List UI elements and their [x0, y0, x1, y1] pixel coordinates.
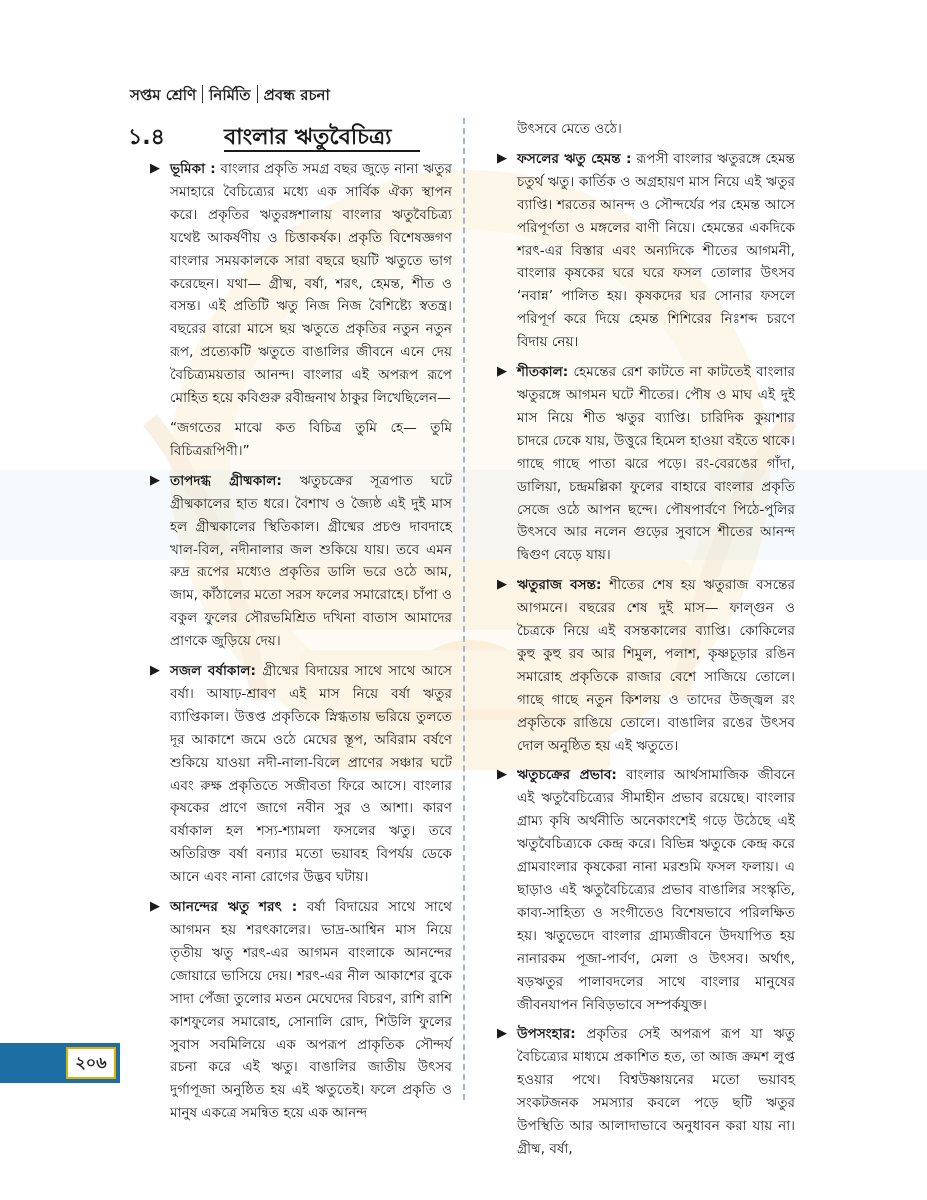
page-number: ২০৬	[66, 1047, 116, 1079]
paragraph-impact	[497, 764, 795, 1016]
header-separator	[257, 85, 258, 103]
header-chapter: প্রবন্ধ রচনা	[263, 86, 330, 104]
paragraph-body: হেমন্তের রেশ কাটতে না কাটতেই বাংলার ঋতুরঙ্গে আগমন ঘটে শীতের। পৌষ ও মাঘ এই দুই মাস নিয়ে শীত ঋতুর ব্যাপ্তি। চারিদিক কুয়াশার চাদরে ঢেকে যায়, উত্তুরে হিমেল হাওয়া বইতে থাকে। গাছে গাছে পাতা ঝরে পড়ে। রং-বেরঙের গাঁদা, ডালিয়া, চন্দ্রমল্লিকা ফুলের বাহারে বাংলার প্রকৃতি সেজে ওঠে আপন ছন্দে। পৌষপার্বণে পিঠে-পুলির উৎসবে আর নলেন গুড়ের সুবাসে শীতের আনন্দ দ্বিগুণ বেড়ে যায়।	[517, 364, 795, 564]
paragraph-body: প্রকৃতির সেই অপরূপ রূপ যা ঋতু বৈচিত্র্যের মাধ্যমে প্রকাশিত হত, তা আজ ক্রমশ লুপ্ত হওয়ার পথে। বিশ্বউষ্ণায়নের মতো ভয়াবহ সংকটজনক সমস্যার কবলে পড়ে ছটি ঋতুর উপস্থিতি আর আলাদাভাবে অনুধাবন করা যায় না। গ্রীষ্ম, বর্ষা,	[517, 1026, 795, 1157]
triangle-bullet-icon: ▶	[497, 150, 507, 166]
triangle-bullet-icon: ▶	[150, 161, 160, 176]
header-class: সপ্তম শ্রেণি	[130, 86, 197, 104]
triangle-bullet-icon: ▶	[150, 472, 160, 488]
paragraph-heading: উপসংহার:	[517, 1026, 576, 1043]
triangle-bullet-icon: ▶	[150, 663, 160, 679]
title-underline	[224, 150, 420, 152]
page-title: বাংলার ঋতুবৈচিত্র্য	[224, 125, 392, 150]
paragraph-body: রূপসী বাংলার ঋতুরঙ্গে হেমন্ত চতুর্থ ঋতু। কার্তিক ও অগ্রহায়ণ মাস নিয়ে এই ঋতুর ব্যাপ্তি। শরতের আনন্দ ও সৌন্দর্যের পর হেমন্ত আসে পরিপূর্ণতা ও মঙ্গলের বাণী নিয়ে। হেমন্তের একদিকে শরৎ-এর বিস্তার এবং অন্যদিকে শীতের আগমনী, বাংলার কৃষকের ঘরে ঘরে ফসল তোলার উৎসব ‘নবান্ন’ পালিত হয়। কৃষকদের ঘর সোনার ফসলে পরিপূর্ণ করে দিয়ে হেমন্ত শিশিরের নিঃশব্দ চরণে বিদায় নেয়।	[517, 150, 795, 351]
paragraph-heading: ঋতুরাজ বসন্ত:	[517, 577, 602, 594]
page-number-badge	[0, 1043, 120, 1083]
paragraph-heading: ফসলের ঋতু হেমন্ত :	[517, 150, 632, 167]
triangle-bullet-icon: ▶	[497, 577, 507, 593]
triangle-bullet-icon: ▶	[497, 1026, 507, 1042]
paragraph-body: বাংলার আর্থসামাজিক জীবনে এই ঋতুবৈচিত্র্যের সীমাহীন প্রভাব রয়েছে। বাংলার গ্রাম্য কৃষি অর্থনীতি অনেকাংশেই গড়ে উঠেছে এই ঋতুবৈচিত্র্যকে কেন্দ্র করে। বিভিন্ন ঋতুকে কেন্দ্র করে গ্রামবাংলার কৃষকেরা নানা মরশুমি ফসল ফলায়। এ ছাড়াও এই ঋতুবৈচিত্র্যের প্রভাব বাঙালির সংস্কৃতি, কাব্য-সাহিত্য ও সংগীতেও বিশেষভাবে পরিলক্ষিত হয়। ঋতুভেদে বাংলার গ্রাম্যজীবনে উদযাপিত হয় নানারকম পূজা-পার্বণ, মেলা ও উৎসব। অর্থাৎ, ষড়ঋতুর পালাবদলের সাথে বাংলার মানুষের জীবনযাপন নিবিড়ভাবে সম্পর্কযুক্ত।	[517, 767, 795, 1013]
paragraph-body: শীতের শেষ হয় ঋতুরাজ বসন্তের আগমনে। বছরের শেষ দুই মাস— ফাল্গুন ও চৈত্রকে নিয়ে এই বসন্তকালের ব্যাপ্তি। কোকিলের কুহু কুহু রব আর শিমুল, পলাশ, কৃষ্ণচূড়ার রঙিন সমারোহ প্রকৃতিকে রাজার বেশে সাজিয়ে তোলে। গাছে গাছে নতুন কিশলয় ও তাদের উজ্জ্বল রং প্রকৃতিকে রাঙিয়ে তোলে। বাঙালির রঙের উৎসব দোল অনুষ্ঠিত হয় এই ঋতুতে।	[517, 577, 796, 754]
section-number: ১.৪	[128, 125, 165, 150]
paragraph-body: ঋতুচক্রের সূত্রপাত ঘটে গ্রীষ্মকালের হাত ধরে। বৈশাখ ও জ্যৈষ্ঠ এই দুই মাস হল গ্রীষ্মকালের স্থিতিকাল। গ্রীষ্মের প্রচণ্ড দাবদাহে খাল-বিল, নদীনালার জল শুকিয়ে যায়। তবে এমন রুদ্র রূপের মধ্যেও প্রকৃতির ডালি ভরে ওঠে আম, জাম, কাঁঠালের মতো সরস ফলের সমারোহে। চাঁপা ও বকুল ফুলের সৌরভমিশ্রিত দখিনা বাতাস আমাদের প্রাণকে জুড়িয়ে দেয়।	[170, 472, 452, 650]
essay-title	[128, 118, 458, 152]
paragraph-heading: ঋতুচক্রের প্রভাব:	[517, 767, 617, 784]
triangle-bullet-icon: ▶	[497, 364, 507, 380]
paragraph-winter	[497, 361, 795, 567]
column-divider	[463, 118, 465, 1100]
paragraph-spring	[497, 574, 795, 757]
triangle-bullet-icon: ▶	[497, 767, 507, 783]
paragraph-heading: ভূমিকা :	[170, 161, 216, 177]
paragraph-autumn	[150, 896, 452, 1125]
running-header	[130, 84, 330, 109]
paragraph-continuation: উৎসবে মেতে ওঠে।	[517, 121, 622, 137]
paragraph-heading: সজল বর্ষাকাল:	[170, 663, 256, 680]
paragraph-introduction	[150, 158, 452, 410]
paragraph-heading: আনন্দের ঋতু শরৎ :	[170, 899, 298, 916]
paragraph-heading: শীতকাল:	[517, 364, 569, 381]
poem-quote: “জগতের মাঝে কত বিচিত্র তুমি হে— তুমি বিচিত্ররূপিণী।”	[170, 419, 452, 459]
paragraph-late-autumn	[497, 148, 795, 354]
paragraph-conclusion	[497, 1023, 795, 1160]
paragraph-body: বাংলার প্রকৃতি সমগ্র বছর জুড়ে নানা ঋতুর সমাহারে বৈচিত্র্যের মধ্যে এক সার্বিক ঐক্য স্থাপন করে। প্রকৃতির ঋতুরঙ্গশালায় বাংলার ঋতুবৈচিত্র্য যথেষ্ট আকর্ষণীয় ও চিত্তাকর্ষক। প্রকৃতি বিশেষজ্ঞগণ বাংলার সময়কালকে সারা বছরে ছয়টি ঋতুতে ভাগ করেছেন। যথা— গ্রীষ্ম, বর্ষা, শরৎ, হেমন্ত, শীত ও বসন্ত। এই প্রতিটি ঋতু নিজ নিজ বৈশিষ্ট্যে স্বতন্ত্র। বছরের বারো মাসে ছয় ঋতুতে প্রকৃতির নতুন নতুন রূপ, প্রত্যেকটি ঋতুতে বাঙালির জীবনে এনে দেয় বৈচিত্র্যময়তার আনন্দ। বাংলার এই অপরূপ রূপে মোহিত হয়ে কবিগুরু রবীন্দ্রনাথ ঠাকুর লিখেছিলেন—	[170, 161, 452, 407]
header-book: নির্মিতি	[209, 86, 251, 104]
left-column	[150, 158, 452, 1132]
right-column	[497, 118, 795, 1168]
paragraph-heading: তাপদগ্ধ গ্রীষ্মকাল:	[170, 472, 282, 489]
paragraph-monsoon	[150, 660, 452, 889]
paragraph-body: গ্রীষ্মের বিদায়ের সাথে সাথে আসে বর্ষা। আষাঢ়-শ্রাবণ এই মাস নিয়ে বর্ষা ঋতুর ব্যাপ্তিকাল। উত্তপ্ত প্রকৃতিকে স্নিগ্ধতায় ভরিয়ে তুলতে দূর আকাশে জমে ওঠে মেঘের স্তূপ, অবিরাম বর্ষণে শুকিয়ে যাওয়া নদী-নালা-বিলে প্রাণের সঞ্চার ঘটে এবং রুক্ষ প্রকৃতিতে সজীবতা ফিরে আসে। বাংলার কৃষকের প্রাণে জাগে নবীন সুর ও আশা। কারণ বর্ষাকাল হল শস্য-শ্যামলা ফসলের ঋতু। তবে অতিরিক্ত বর্ষা বন্যার মতো ভয়াবহ বিপর্যয় ডেকে আনে এবং নানা রোগের উদ্ভব ঘটায়।	[170, 663, 452, 886]
paragraph-summer	[150, 470, 452, 653]
triangle-bullet-icon: ▶	[150, 899, 160, 915]
paragraph-body: বর্ষা বিদায়ের সাথে সাথে আগমন হয় শরৎকালের। ভাদ্র-আশ্বিন মাস নিয়ে তৃতীয় ঋতু শরৎ-এর আগমন বাংলাকে আনন্দের জোয়ারে ভাসিয়ে দেয়। শরৎ-এর নীল আকাশের বুকে সাদা পেঁজা তুলোর মতন মেঘেদের বিচরণ, রাশি রাশি কাশফুলের সমারোহ, সোনালি রোদ, শিউলি ফুলের সুবাস সবমিলিয়ে এক অপরূপ প্রাকৃতিক সৌন্দর্য রচনা করে এই ঋতু। বাঙালির জাতীয় উৎসব দুর্গাপূজা অনুষ্ঠিত হয় এই ঋতুতেই। ফলে প্রকৃতি ও মানুষ একত্রে সমন্বিত হয়ে এক আনন্দ	[170, 899, 453, 1122]
header-separator	[202, 85, 203, 103]
